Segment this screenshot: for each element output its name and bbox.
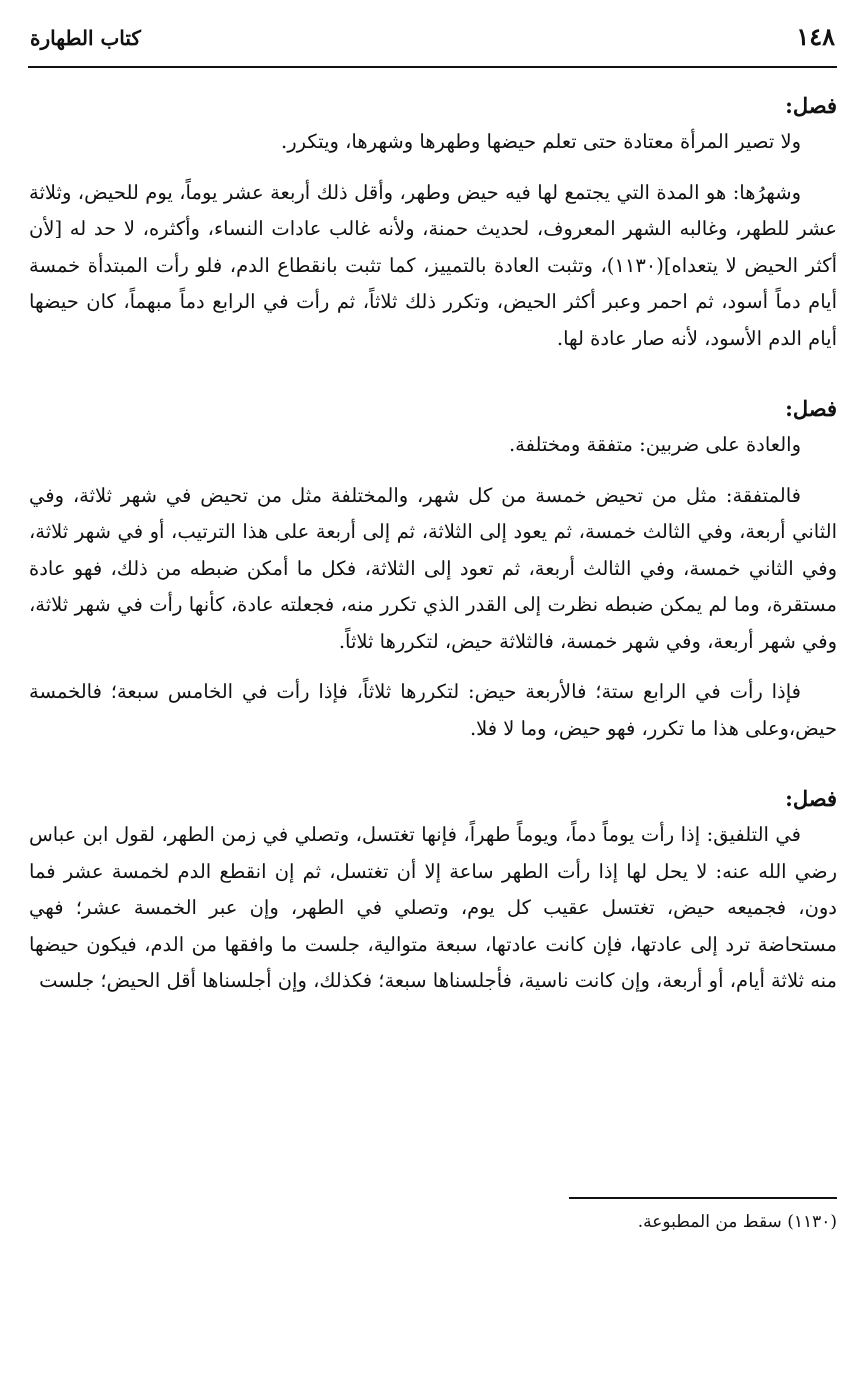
section-heading: فصل: [785, 396, 837, 421]
spacer [29, 464, 837, 478]
page-body [29, 88, 837, 1000]
footnote-divider [569, 1197, 837, 1199]
spacer [29, 747, 837, 781]
section-heading: فصل: [785, 786, 837, 811]
page-header [28, 20, 837, 68]
spacer [29, 161, 837, 175]
paragraph: في التلفيق: إذا رأت يوماً دماً، ويوماً طهراً، فإنها تغتسل، وتصلي في زمن الطهر، لقول ابن عباس رضي الله عنه: لا يحل لها إذا رأت الطهر ساعة إلا أن تغتسل، ثم إن انقطع الدم لخمسة عشر فما دون، فجميعه حيض، تغتسل عقيب كل يوم، وتصلي في الطهر، وإن عبر الخمسة عشر؛ فهي مستحاضة ترد إلى عادتها، فإن كانت عادتها، سبعة متوالية، جلست ما وافقها من الدم، فيكون حيضها منه ثلاثة أيام، أو أربعة، وإن كانت ناسية، فأجلسناها سبعة؛ فكذلك، وإن أجلسناها أقل الحيض؛ جلست [29, 823, 837, 992]
page-number: ١٤٨ [796, 22, 835, 51]
footnote: (١١٣٠) سقط من المطبوعة. [637, 1212, 837, 1232]
section-heading: فصل: [785, 93, 837, 118]
paragraph: فإذا رأت في الرابع ستة؛ فالأربعة حيض: لتكررها ثلاثاً، فإذا رأت في الخامس سبعة؛ فالخمسة حيض،وعلى هذا ما تكرر، فهو حيض، وما لا فلا. [29, 680, 837, 740]
paragraph: ولا تصير المرأة معتادة حتى تعلم حيضها وطهرها وشهرها، ويتكرر. [281, 130, 801, 153]
spacer [29, 660, 837, 674]
paragraph: فالمتفقة: مثل من تحيض خمسة من كل شهر، والمختلفة مثل من تحيض في شهر ثلاثة، وفي الثاني أربعة، وفي الثالث خمسة، ثم يعود إلى الثلاثة، ثم إلى أربعة على هذا الترتيب، أو في شهر ثلاثة، وفي الثاني خمسة، وفي الثالث أربعة، ثم تعود إلى الثلاثة، فكل ما أمكن ضبطه من ذلك، فهو عادة مستقرة، وما لم يمكن ضبطه نظرت إلى القدر الذي تكرر منه، فجعلته عادة، كأنها رأت في شهر ثلاثة، وفي شهر أربعة، وفي شهر خمسة، فالثلاثة حيض، لتكررها ثلاثاً. [29, 483, 837, 653]
spacer [29, 357, 837, 391]
running-title: كتاب الطهارة [30, 26, 141, 50]
paragraph: والعادة على ضربين: متفقة ومختلفة. [508, 433, 801, 456]
paragraph: وشهرُها: هو المدة التي يجتمع لها فيه حيض وطهر، وأقل ذلك أربعة عشر يوماً، يوم للحيض، وثلاثة عشر للطهر، وغالبه الشهر المعروف، لحديث حمنة، ولأنه غالب عادات النساء، وأكثره، لا حد له [لأن أكثر الحيض لا يتعداه](١١٣٠)، وتثبت العادة بالتمييز، كما تثبت بانقطاع الدم، فلو رأت المبتدأة خمسة أيام دماً أسود، ثم احمر وعبر أكثر الحيض، وتكرر ذلك ثلاثاً، ثم رأت في الرابع دماً مبهماً، كان حيضها أيام الدم الأسود، لأنه صار عادة لها. [29, 180, 837, 350]
